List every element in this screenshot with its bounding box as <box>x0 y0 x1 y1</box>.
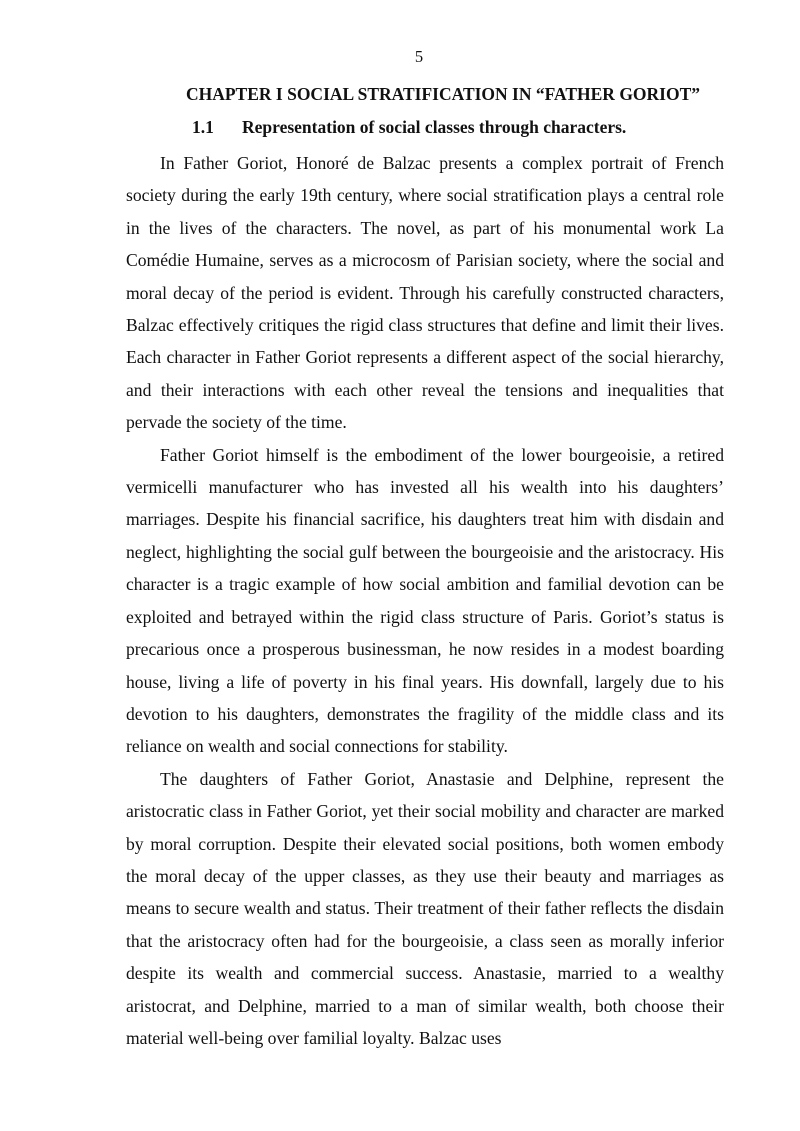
section-title: Representation of social classes through characters. <box>242 117 627 137</box>
paragraph: In Father Goriot, Honoré de Balzac presents a complex portrait of French society during the early 19th century, where social stratification plays a central role in the lives of the characters. The novel, as part of his monumental work La Comédie Humaine, serves as a microcosm of Parisian society, where the social and moral decay of the period is evident. Through his carefully constructed characters, Balzac effectively critiques the rigid class structures that define and limit their lives. Each character in Father Goriot represents a different aspect of the social hierarchy, and their interactions with each other reveal the tensions and inequalities that pervade the society of the time. <box>126 153 724 433</box>
paragraph: Father Goriot himself is the embodiment of the lower bourgeoisie, a retired vermicelli manufacturer who has invested all his wealth into his daughters’ marriages. Despite his financial sacrifice, his daughters treat him with disdain and neglect, highlighting the social gulf between the bourgeoisie and the aristocracy. His character is a tragic example of how social ambition and familial devotion can be exploited and betrayed within the rigid class structure of Paris. Goriot’s status is precarious once a prosperous businessman, he now resides in a modest boarding house, living a life of poverty in his final years. His downfall, largely due to his devotion to his daughters, demonstrates the fragility of the middle class and its reliance on wealth and social connections for stability. <box>126 444 724 757</box>
section-number: 1.1 <box>192 117 214 137</box>
page-number: 5 <box>414 47 424 66</box>
paragraph: The daughters of Father Goriot, Anastasie and Delphine, represent the aristocratic class in Father Goriot, yet their social mobility and character are marked by moral corruption. Despite their elevated social positions, both women embody the moral decay of the upper classes, as they use their beauty and marriages as means to secure wealth and status. Their treatment of their father reflects the disdain that the aristocracy often had for the bourgeoisie, a class seen as morally inferior despite its wealth and commercial success. Anastasie, married to a wealthy aristocrat, and Delphine, married to a man of similar wealth, both choose their material well-being over familial loyalty. Balzac uses <box>126 768 724 1048</box>
body-text <box>126 147 724 1054</box>
chapter-title: CHAPTER I SOCIAL STRATIFICATION IN “FATHER GORIOT” <box>185 84 701 104</box>
section-heading <box>192 117 626 138</box>
